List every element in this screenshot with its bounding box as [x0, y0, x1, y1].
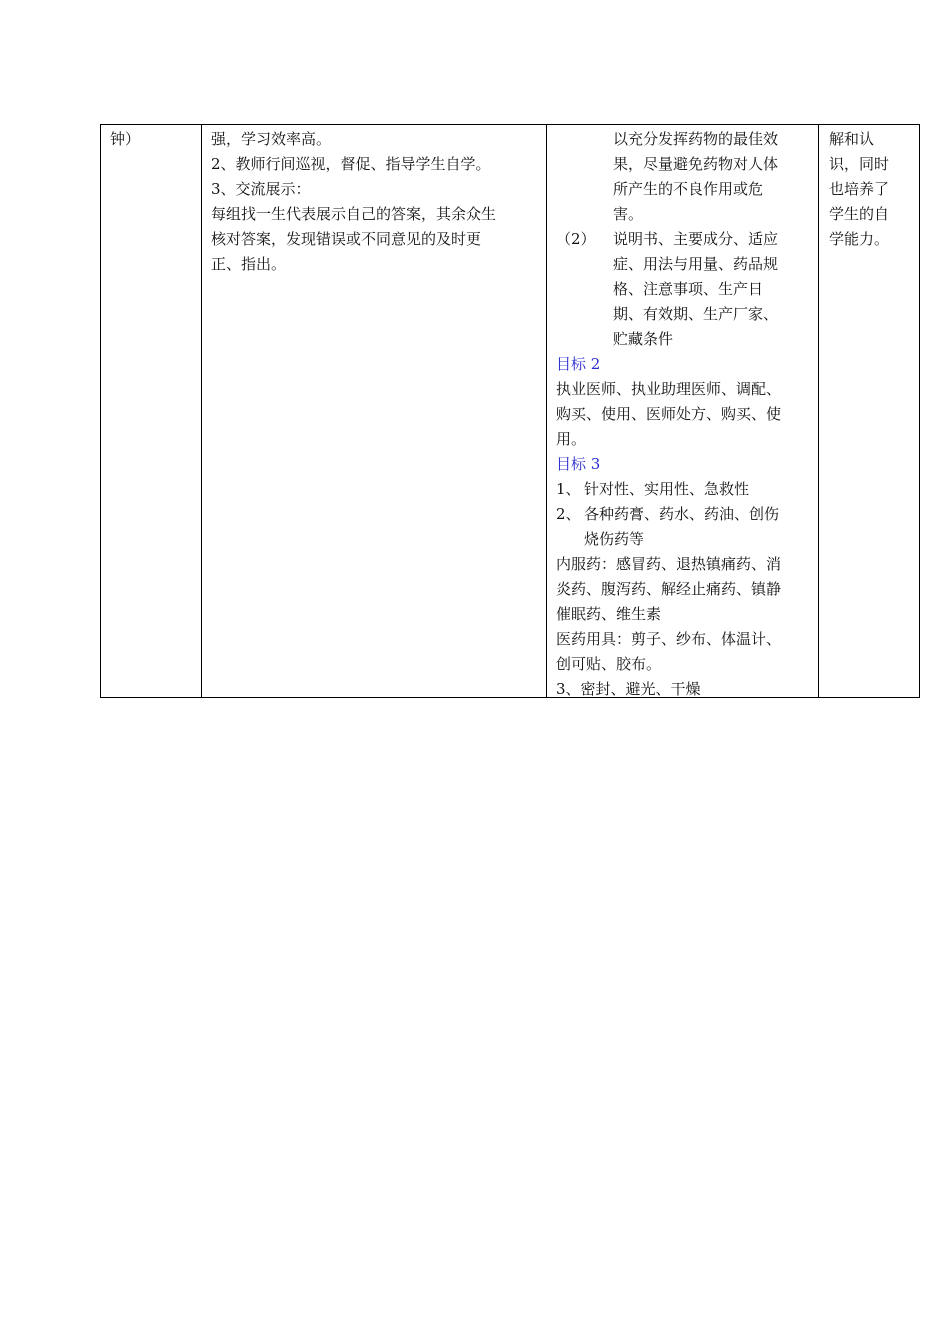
item-2-number: （2） — [556, 230, 596, 248]
goal-3-item-2-body — [584, 502, 814, 552]
item-2-line: 说明书、主要成分、适应 — [613, 230, 779, 248]
intro-block — [556, 127, 814, 227]
purpose-line: 解和认 — [829, 130, 875, 148]
lesson-table — [100, 124, 920, 698]
item-2-line: 症、用法与用量、药品规 — [613, 255, 779, 273]
goal-3-item-2-line: 各种药膏、药水、药油、创伤 — [584, 505, 780, 523]
internal-medicine-line: 内服药：感冒药、退热镇痛药、消 — [556, 555, 782, 573]
goal-3-item-2-line: 烧伤药等 — [584, 530, 645, 548]
goal-2-title: 目标 2 — [556, 355, 601, 373]
medical-tools-line: 医药用具：剪子、纱布、体温计、 — [556, 630, 782, 648]
goal-3-item-1 — [556, 477, 814, 502]
purpose-line: 学能力。 — [829, 230, 890, 248]
activity-line: 3、交流展示： — [211, 180, 311, 198]
goal-3-title: 目标 3 — [556, 455, 601, 473]
goal-3-item-1-number: 1、 — [556, 480, 581, 498]
goal-3-item-1-text: 针对性、实用性、急救性 — [584, 480, 750, 498]
intro-line: 果，尽量避免药物对人体 — [613, 155, 779, 173]
activity-line: 2、教师行间巡视，督促、指导学生自学。 — [211, 155, 491, 173]
answer-column — [547, 125, 819, 697]
medical-tools-line: 创可贴、胶布。 — [556, 655, 662, 673]
activity-line: 正、指出。 — [211, 255, 287, 273]
item-2-line: 期、有效期、生产厂家、 — [613, 305, 779, 323]
item-2-body — [613, 227, 814, 352]
purpose-line: 识，同时 — [829, 155, 890, 173]
purpose-line: 也培养了 — [829, 180, 890, 198]
goal-2-line: 购买、使用、医师处方、购买、使 — [556, 405, 782, 423]
item-2-line: 贮藏条件 — [613, 330, 674, 348]
intro-line: 害。 — [613, 205, 644, 223]
intro-line: 以充分发挥药物的最佳效 — [613, 130, 779, 148]
internal-medicine-line: 催眠药、维生素 — [556, 605, 662, 623]
purpose-line: 学生的自 — [829, 205, 890, 223]
item-3-text: 3、密封、避光、干燥 — [556, 680, 701, 698]
activity-column — [202, 125, 547, 697]
activity-line: 核对答案，发现错误或不同意见的及时更 — [211, 230, 482, 248]
goal-3-item-2 — [556, 502, 814, 552]
internal-medicine-line: 炎药、腹泻药、解经止痛药、镇静 — [556, 580, 782, 598]
goal-2-line: 用。 — [556, 430, 587, 448]
intro-line: 所产生的不良作用或危 — [613, 180, 764, 198]
time-column — [101, 125, 202, 697]
goal-2-line: 执业医师、执业助理医师、调配、 — [556, 380, 782, 398]
activity-line: 每组找一生代表展示自己的答案，其余众生 — [211, 205, 497, 223]
goal-3-item-2-number: 2、 — [556, 505, 581, 523]
purpose-column — [819, 125, 919, 697]
activity-line: 强，学习效率高。 — [211, 130, 332, 148]
item-2 — [556, 227, 814, 352]
item-2-line: 格、注意事项、生产日 — [613, 280, 764, 298]
time-text: 钟） — [110, 130, 141, 148]
